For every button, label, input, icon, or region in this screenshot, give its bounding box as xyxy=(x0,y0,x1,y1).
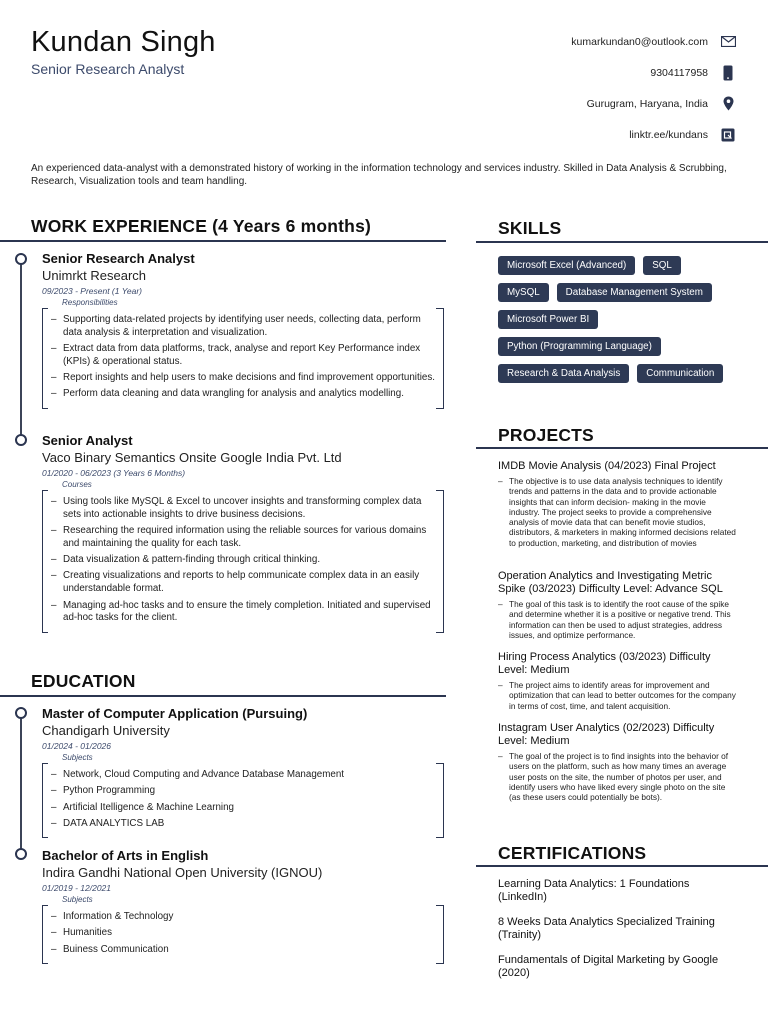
contact-phone[interactable] xyxy=(436,57,736,88)
bullet-item: – Artificial Itelligence & Machine Learning xyxy=(63,802,436,815)
skill-chip: Research & Data Analysis xyxy=(498,364,629,383)
project-title: Operation Analytics and Investigating Metric Spike (03/2023) Difficulty Level: Advance SQL xyxy=(498,570,723,595)
skill-row xyxy=(498,364,748,383)
contact-email-text: kumarkundan0@outlook.com xyxy=(571,35,708,48)
bracket-right xyxy=(436,308,444,409)
institution: Indira Gandhi National Open University (IGNOU) xyxy=(42,865,323,880)
projects-rule xyxy=(476,447,768,449)
location-pin-icon xyxy=(720,96,736,112)
bracket-right xyxy=(436,905,444,964)
certifications-rule xyxy=(476,865,768,867)
link-icon xyxy=(720,127,736,143)
skill-chip: MySQL xyxy=(498,283,549,302)
work-experience-heading: WORK EXPERIENCE (4 Years 6 months) xyxy=(31,216,372,236)
contact-location xyxy=(436,88,736,119)
work-entry-1 xyxy=(42,251,444,409)
degree-date: 01/2024 - 01/2026 xyxy=(42,741,112,751)
timeline-dot xyxy=(15,707,27,719)
job-bullets xyxy=(42,490,444,633)
degree-title: Bachelor of Arts in English xyxy=(42,848,209,863)
degree-subheading: Subjects xyxy=(62,895,93,904)
bullet-item: – Report insights and help users to make decisions and find improvement opportunities. xyxy=(63,372,436,385)
bracket-right xyxy=(436,763,444,838)
education-heading: EDUCATION xyxy=(31,671,136,691)
bullet-item: – Buiness Communication xyxy=(63,944,436,957)
bracket-right xyxy=(436,490,444,633)
job-subheading: Responsibilities xyxy=(62,298,118,307)
skill-chip: Microsoft Power BI xyxy=(498,310,598,329)
project-item xyxy=(498,460,738,548)
job-org: Unimrkt Research xyxy=(42,268,147,283)
work-entry-2 xyxy=(42,433,444,633)
skill-chip: SQL xyxy=(643,256,681,275)
degree-title: Master of Computer Application (Pursuing) xyxy=(42,706,308,721)
timeline-dot xyxy=(15,434,27,446)
bullet-item: – Information & Technology xyxy=(63,911,436,924)
bullet-item: – Creating visualizations and reports to help communicate complex data in an easily understandable format. xyxy=(63,570,436,596)
contact-phone-text: 9304117958 xyxy=(650,66,708,79)
project-title: Instagram User Analytics (02/2023) Difficulty Level: Medium xyxy=(498,722,715,747)
projects-heading: PROJECTS xyxy=(498,425,594,445)
skills-list xyxy=(498,256,748,391)
bullet-item: – Extract data from data platforms, track, analyse and report Key Performance index (KPIs) & operational status. xyxy=(63,343,436,369)
bullet-item: – DATA ANALYTICS LAB xyxy=(63,818,436,831)
degree-subheading: Subjects xyxy=(62,753,93,762)
job-date: 09/2023 - Present (1 Year) xyxy=(42,286,143,296)
contact-location-text: Gurugram, Haryana, India xyxy=(586,97,708,110)
candidate-title: Senior Research Analyst xyxy=(31,61,185,77)
degree-date: 01/2019 - 12/2021 xyxy=(42,883,112,893)
work-timeline-line xyxy=(20,263,22,441)
contact-block xyxy=(436,26,736,150)
timeline-dot xyxy=(15,848,27,860)
skill-chip: Python (Programming Language) xyxy=(498,337,661,356)
education-entry-1 xyxy=(42,706,444,838)
degree-bullets xyxy=(42,905,444,964)
bullet-item: – Data visualization & pattern-finding through critical thinking. xyxy=(63,554,436,567)
contact-link-text: linktr.ee/kundans xyxy=(629,128,708,141)
job-date: 01/2020 - 06/2023 (3 Years 6 Months) xyxy=(42,468,186,478)
phone-icon xyxy=(720,65,736,81)
skill-row xyxy=(498,283,748,302)
skill-row xyxy=(498,337,748,356)
summary-text: An experienced data-analyst with a demonstrated history of working in the information technology and services industry. Skilled in Data Analysis & Scrubbing, Research, Visualization tools and team handling. xyxy=(31,163,727,187)
certifications-heading: CERTIFICATIONS xyxy=(498,843,647,863)
bullet-item: – Network, Cloud Computing and Advance Database Management xyxy=(63,769,436,782)
project-description: – The goal of the project is to find insights into the behavior of users on the platform, such as how many times an average user posts on the site, the number of photos per user, and identify users who have liked every single photo on the site (as these users could potentially be bots). xyxy=(498,751,738,802)
certification-item: Fundamentals of Digital Marketing by Google (2020) xyxy=(498,954,719,979)
skill-chip: Database Management System xyxy=(557,283,712,302)
candidate-name: Kundan Singh xyxy=(31,26,216,58)
bullet-item: – Managing ad-hoc tasks and to ensure the timely completion. Initiated and supervised ad-hoc tasks for the client. xyxy=(63,600,436,626)
education-entry-2 xyxy=(42,848,444,964)
education-timeline-line xyxy=(20,718,22,854)
project-item xyxy=(498,722,738,802)
project-item xyxy=(498,570,738,640)
certification-item: Learning Data Analytics: 1 Foundations (LinkedIn) xyxy=(498,878,690,903)
skills-rule xyxy=(476,241,768,243)
project-description: – The objective is to use data analysis techniques to identify trends and patterns in the data and to provide actionable insights that can inform decision- making in the movie industry. The project seeks to provide a comprehensive analysis of movie data that can benefit movie studios, distributors, & marketers in making informed decisions related to production, marketing, and distribution of movies xyxy=(498,476,738,548)
job-role: Senior Analyst xyxy=(42,433,133,448)
contact-email[interactable] xyxy=(436,26,736,57)
bullet-item: – Python Programming xyxy=(63,785,436,798)
project-description: – The goal of this task is to identify the root cause of the spike and determine whether it is a positive or negative trend. This information can then be used to adjust strategies, address issues, and optimize performance. xyxy=(498,599,738,640)
job-role: Senior Research Analyst xyxy=(42,251,195,266)
job-org: Vaco Binary Semantics Onsite Google India Pvt. Ltd xyxy=(42,450,342,465)
bullet-item: – Perform data cleaning and data wrangling for analysis and analytics modelling. xyxy=(63,388,436,401)
job-subheading: Courses xyxy=(62,480,92,489)
education-rule xyxy=(0,695,446,697)
project-item xyxy=(498,651,738,711)
skill-row xyxy=(498,256,748,275)
skills-heading: SKILLS xyxy=(498,218,562,238)
job-bullets xyxy=(42,308,444,409)
skill-chip: Communication xyxy=(637,364,723,383)
institution: Chandigarh University xyxy=(42,723,170,738)
degree-bullets xyxy=(42,763,444,838)
certification-item: 8 Weeks Data Analytics Specialized Training (Trainity) xyxy=(498,916,715,941)
work-experience-rule xyxy=(0,240,446,242)
envelope-icon xyxy=(720,34,736,50)
timeline-dot xyxy=(15,253,27,265)
project-title: Hiring Process Analytics (03/2023) Difficulty Level: Medium xyxy=(498,651,711,676)
bullet-item: – Using tools like MySQL & Excel to uncover insights and transforming complex data sets into actionable insights to drive business decisions. xyxy=(63,496,436,522)
project-description: – The project aims to identify areas for improvement and optimization that can lead to better outcomes for the company in terms of cost, time, and talent acquisition. xyxy=(498,680,738,711)
bullet-item: – Researching the required information using the reliable sources for various domains and maintaining the quality for each task. xyxy=(63,525,436,551)
skill-row xyxy=(498,310,748,329)
bullet-item: – Humanities xyxy=(63,927,436,940)
project-title: IMDB Movie Analysis (04/2023) Final Project xyxy=(498,460,716,472)
skill-chip: Microsoft Excel (Advanced) xyxy=(498,256,635,275)
contact-link[interactable] xyxy=(436,119,736,150)
bullet-item: – Supporting data-related projects by identifying user needs, collecting data, perform data analysis & interpretation and visualization. xyxy=(63,314,436,340)
